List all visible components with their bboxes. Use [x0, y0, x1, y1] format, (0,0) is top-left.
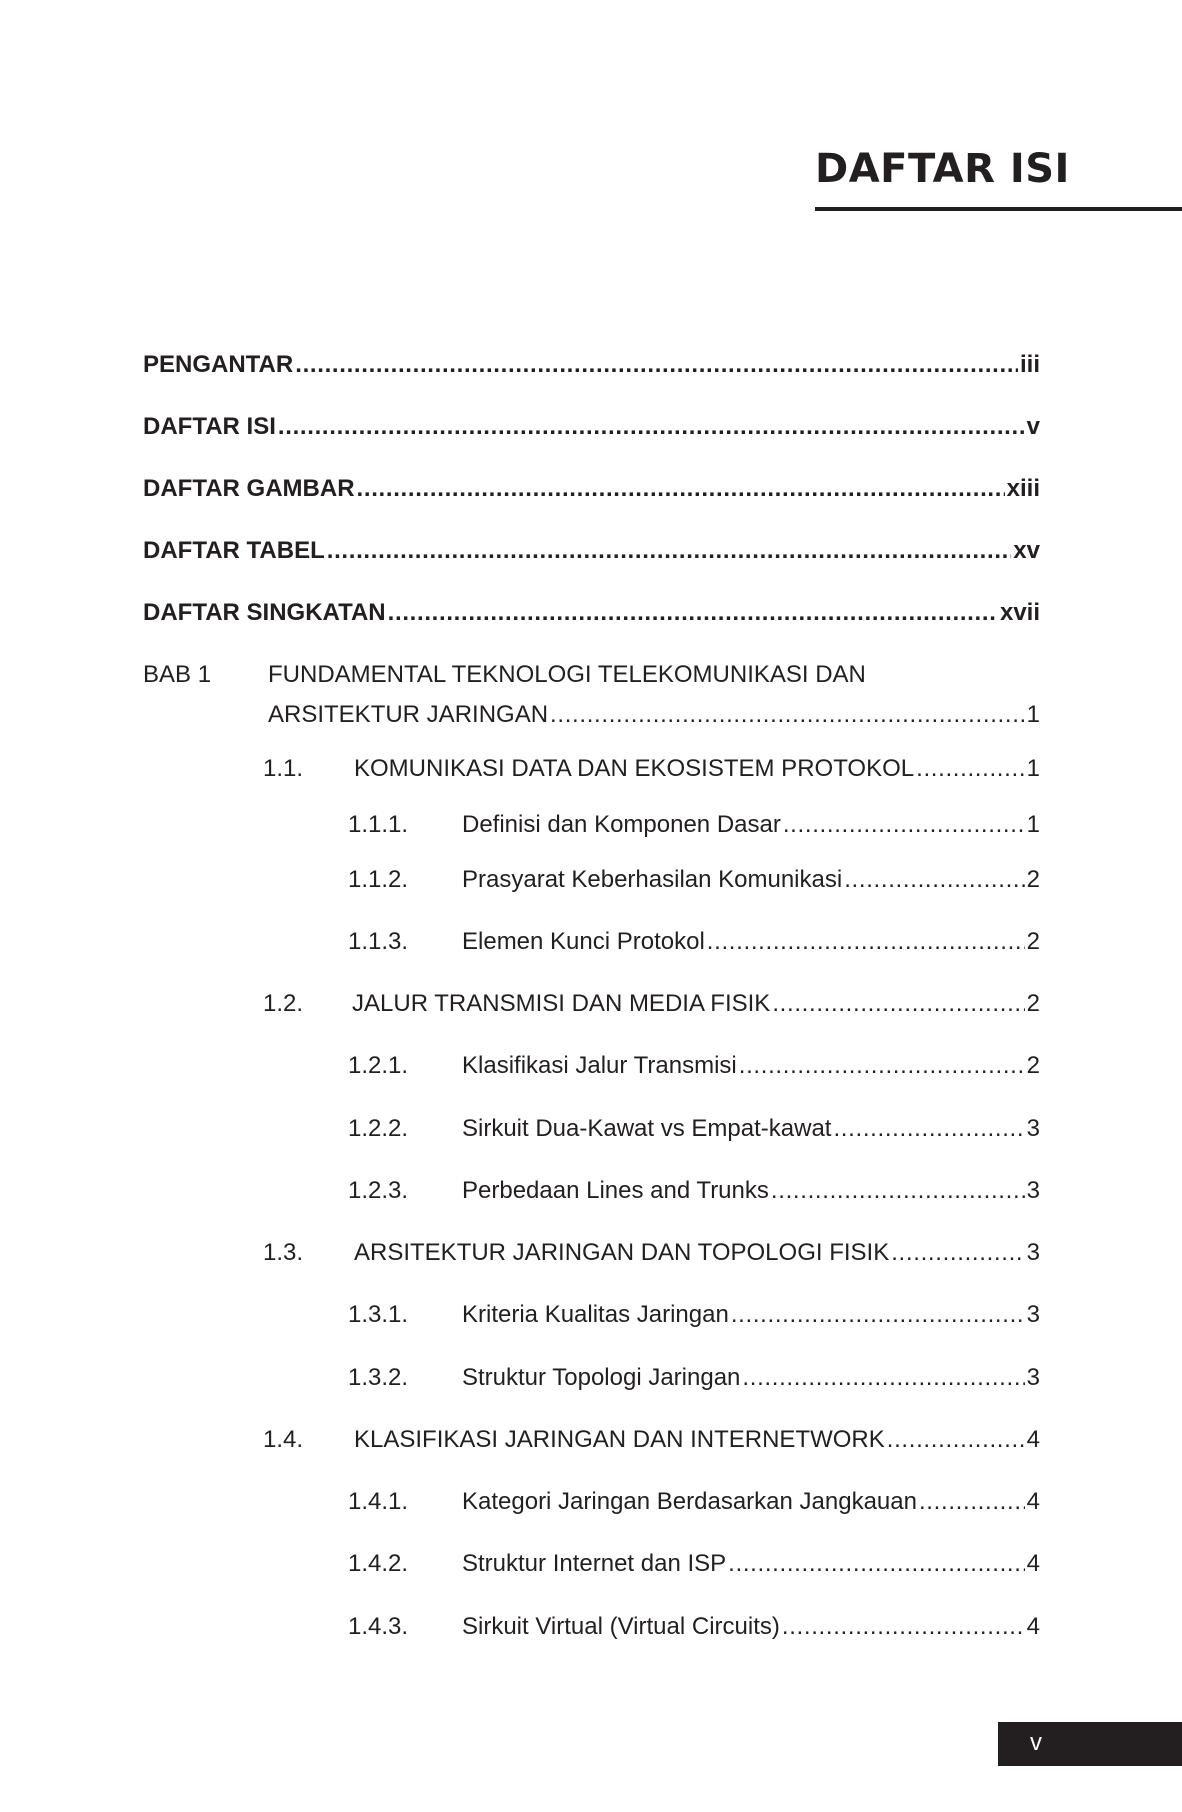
- toc-entry-1-4-3[interactable]: [348, 1612, 1040, 1642]
- toc-leader-dots: [783, 810, 1025, 840]
- toc-leader-dots: [388, 598, 998, 628]
- toc-leader-dots: [731, 1300, 1025, 1330]
- toc-entry-number: 1.3.1.: [348, 1301, 409, 1328]
- toc-leader-dots: [916, 754, 1025, 784]
- page-number: v: [1030, 1729, 1042, 1756]
- toc-entry-text: KOMUNIKASI DATA DAN EKOSISTEM PROTOKOL: [354, 755, 915, 782]
- toc-entry-number: 1.4.2.: [348, 1550, 409, 1577]
- toc-entry-text: Klasifikasi Jalur Transmisi: [462, 1052, 737, 1079]
- toc-entry-text: Kriteria Kualitas Jaringan: [462, 1301, 729, 1328]
- toc-leader-dots: [844, 865, 1024, 895]
- toc-entry-page: 2: [1026, 990, 1040, 1017]
- toc-entry-page: xv: [1013, 537, 1040, 564]
- toc-entry-number: 1.1.: [263, 755, 304, 782]
- toc-entry-text: Struktur Internet dan ISP: [462, 1550, 727, 1577]
- toc-entry-number: 1.2.2.: [348, 1115, 409, 1142]
- toc-entry-page: 3: [1026, 1115, 1040, 1142]
- toc-leader-dots: [728, 1549, 1025, 1579]
- toc-entry-1-3-1[interactable]: [348, 1300, 1040, 1330]
- toc-entry-text: Prasyarat Keberhasilan Komunikasi: [462, 866, 843, 893]
- toc-leader-dots: [357, 474, 1005, 504]
- page-number-tab: [998, 1722, 1182, 1766]
- toc-entry-number: 1.1.1.: [348, 811, 409, 838]
- toc-entry-1-1[interactable]: [263, 754, 1040, 784]
- toc-entry-daftar-gambar[interactable]: [143, 474, 1040, 504]
- toc-entry-page: 3: [1026, 1364, 1040, 1391]
- toc-leader-dots: [742, 1363, 1024, 1393]
- toc-entry-page: 4: [1026, 1613, 1040, 1640]
- toc-entry-text: Definisi dan Komponen Dasar: [462, 811, 781, 838]
- toc-entry-page: v: [1026, 413, 1040, 440]
- toc-entry-1-4-2[interactable]: [348, 1549, 1040, 1579]
- toc-entry-daftar-isi[interactable]: [143, 412, 1040, 442]
- toc-entry-text: DAFTAR TABEL: [143, 537, 325, 564]
- toc-entry-text: Sirkuit Dua-Kawat vs Empat-kawat: [462, 1115, 832, 1142]
- toc-entry-1-4[interactable]: [263, 1425, 1040, 1455]
- toc-entry-page: xiii: [1006, 475, 1040, 502]
- toc-entry-daftar-tabel[interactable]: [143, 536, 1040, 566]
- toc-entry-number: 1.1.3.: [348, 928, 409, 955]
- toc-leader-dots: [919, 1487, 1025, 1517]
- chapter-label: BAB 1: [143, 661, 212, 688]
- toc-leader-dots: [833, 1114, 1024, 1144]
- toc-entry-1-1-2[interactable]: [348, 865, 1040, 895]
- toc-entry-1-2-2[interactable]: [348, 1114, 1040, 1144]
- toc-entry-number: 1.3.: [263, 1239, 304, 1266]
- page-title: DAFTAR ISI: [815, 146, 1070, 192]
- toc-entry-page: 4: [1026, 1550, 1040, 1577]
- chapter-title-line2: ARSITEKTUR JARINGAN: [268, 701, 549, 728]
- toc-entry-number: 1.4.3.: [348, 1613, 409, 1640]
- chapter-title-line1[interactable]: FUNDAMENTAL TEKNOLOGI TELEKOMUNIKASI DAN: [268, 661, 866, 688]
- toc-leader-dots: [772, 989, 1024, 1019]
- toc-leader-dots: [782, 1612, 1025, 1642]
- toc-leader-dots: [278, 412, 1025, 442]
- toc-entry-page: 3: [1026, 1239, 1040, 1266]
- toc-entry-page: 4: [1026, 1426, 1040, 1453]
- toc-entry-number: 1.4.: [263, 1426, 304, 1453]
- toc-entry-page: 2: [1026, 1052, 1040, 1079]
- toc-entry-page: iii: [1019, 351, 1040, 378]
- toc-entry-text: DAFTAR SINGKATAN: [143, 599, 386, 626]
- toc-entry-page: 4: [1026, 1488, 1040, 1515]
- toc-entry-number: 1.2.: [263, 990, 304, 1017]
- toc-entry-text: Perbedaan Lines and Trunks: [462, 1177, 769, 1204]
- toc-leader-dots: [327, 536, 1012, 566]
- toc-leader-dots: [771, 1176, 1025, 1206]
- title-underline: [815, 207, 1182, 211]
- toc-entry-1-2-1[interactable]: [348, 1051, 1040, 1081]
- toc-entry-number: 1.3.2.: [348, 1364, 409, 1391]
- toc-entry-text: Struktur Topologi Jaringan: [462, 1364, 741, 1391]
- toc-leader-dots: [707, 927, 1025, 957]
- toc-entry-text: Kategori Jaringan Berdasarkan Jangkauan: [462, 1488, 917, 1515]
- toc-entry-text: PENGANTAR: [143, 351, 294, 378]
- toc-entry-1-1-3[interactable]: [348, 927, 1040, 957]
- toc-entry-1-2[interactable]: [263, 989, 1040, 1019]
- toc-entry-chapter-1[interactable]: [268, 700, 1040, 730]
- toc-entry-text: DAFTAR GAMBAR: [143, 475, 355, 502]
- toc-entry-text: Elemen Kunci Protokol: [462, 928, 705, 955]
- toc-entry-text: DAFTAR ISI: [143, 413, 276, 440]
- toc-entry-number: 1.2.3.: [348, 1177, 409, 1204]
- toc-leader-dots: [295, 350, 1018, 380]
- toc-leader-dots: [887, 1425, 1025, 1455]
- toc-entry-1-3-2[interactable]: [348, 1363, 1040, 1393]
- toc-entry-text: JALUR TRANSMISI DAN MEDIA FISIK: [352, 990, 771, 1017]
- toc-entry-number: 1.2.1.: [348, 1052, 409, 1079]
- toc-entry-page: 3: [1026, 1177, 1040, 1204]
- toc-entry-daftar-singkatan[interactable]: [143, 598, 1040, 628]
- toc-entry-page: 2: [1026, 866, 1040, 893]
- toc-entry-page: 2: [1026, 928, 1040, 955]
- toc-leader-dots: [891, 1238, 1024, 1268]
- toc-entry-number: 1.1.2.: [348, 866, 409, 893]
- toc-entry-1-3[interactable]: [263, 1238, 1040, 1268]
- toc-entry-text: KLASIFIKASI JARINGAN DAN INTERNETWORK: [354, 1426, 885, 1453]
- toc-entry-number: 1.4.1.: [348, 1488, 409, 1515]
- toc-entry-1-1-1[interactable]: [348, 810, 1040, 840]
- toc-entry-page: 1: [1026, 811, 1040, 838]
- toc-entry-text: ARSITEKTUR JARINGAN DAN TOPOLOGI FISIK: [354, 1239, 890, 1266]
- toc-leader-dots: [739, 1051, 1025, 1081]
- toc-entry-page: 3: [1026, 1301, 1040, 1328]
- toc-entry-text: Sirkuit Virtual (Virtual Circuits): [462, 1613, 780, 1640]
- toc-leader-dots: [550, 700, 1025, 730]
- toc-entry-page: xvii: [999, 599, 1040, 626]
- toc-entry-pengantar[interactable]: [143, 350, 1040, 380]
- toc-entry-page: 1: [1026, 701, 1040, 728]
- toc-entry-1-4-1[interactable]: [348, 1487, 1040, 1517]
- toc-entry-page: 1: [1026, 755, 1040, 782]
- toc-entry-1-2-3[interactable]: [348, 1176, 1040, 1206]
